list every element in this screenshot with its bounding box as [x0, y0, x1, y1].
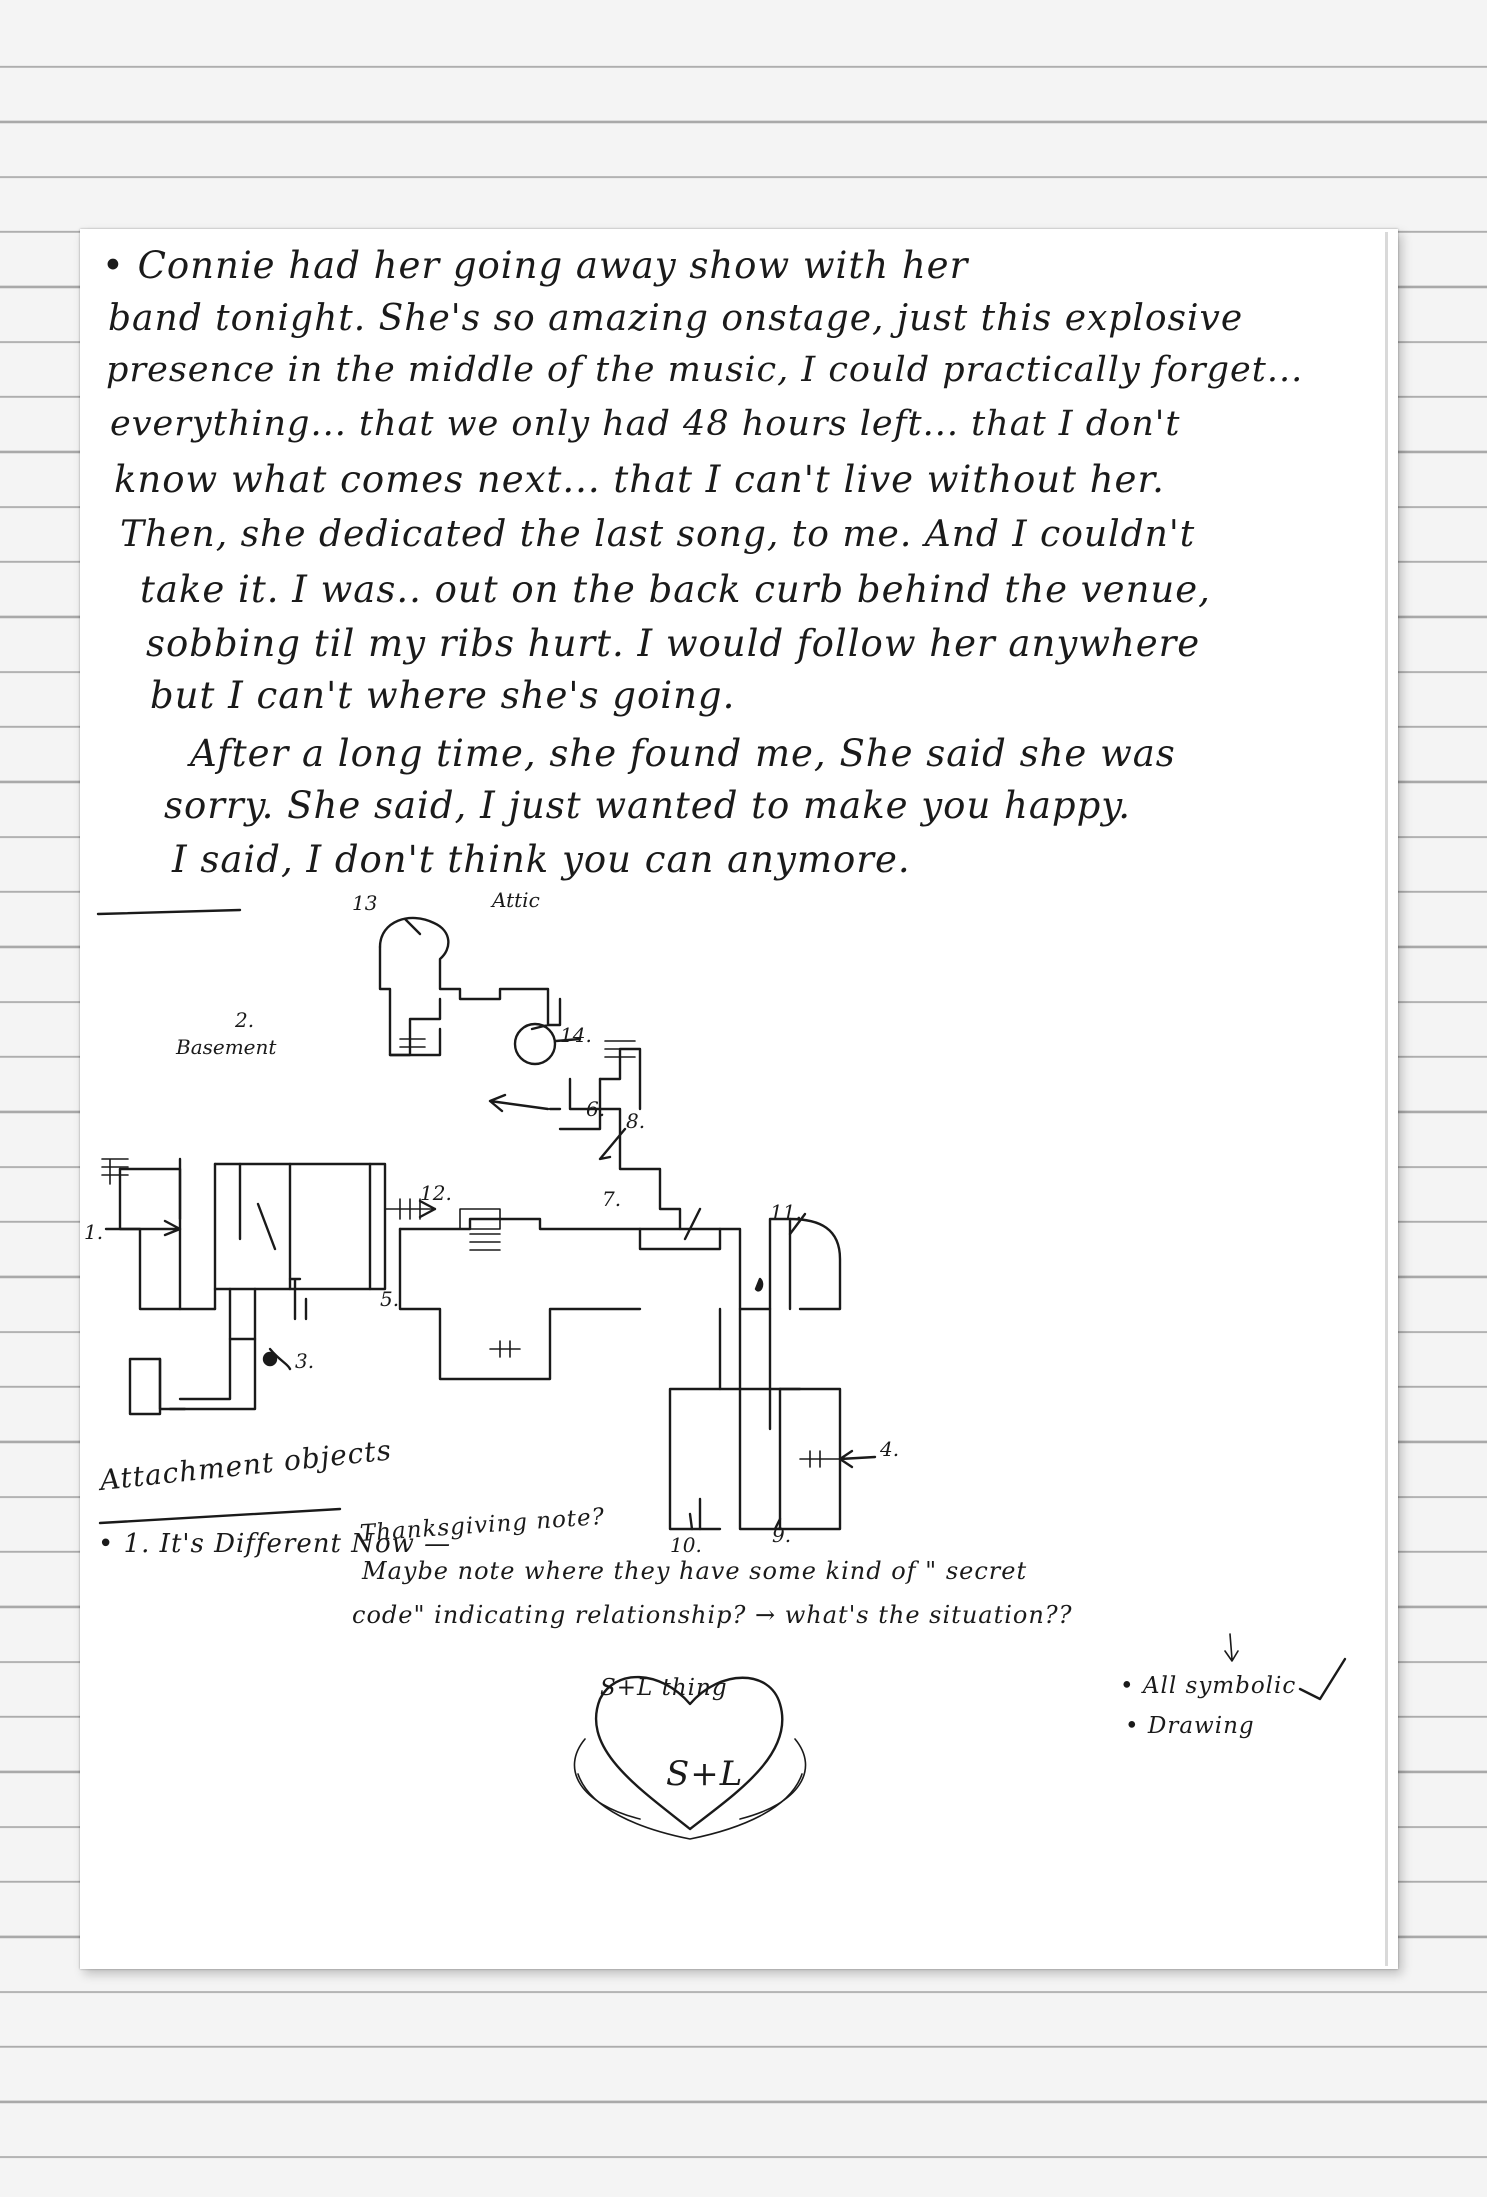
map-number: 2. [235, 1008, 255, 1032]
floor-plan-sketches [80, 229, 1398, 1969]
journal-line: sobbing til my ribs hurt. I would follow her anywhere [146, 622, 1201, 665]
heart-text: S+L [666, 1754, 744, 1794]
journal-line: but I can't where she's going. [150, 674, 736, 717]
note-line: Maybe note where they have some kind of " secret [362, 1557, 1028, 1585]
map-number: 10. [670, 1533, 702, 1557]
map-number: 14. [560, 1023, 592, 1047]
divider-line [98, 910, 240, 914]
map-number: 13 [352, 891, 378, 915]
journal-line: Then, she dedicated the last song, to me. And I couldn't [120, 514, 1196, 555]
arrow-4 [840, 1451, 875, 1467]
thanksgiving-note: Thanksgiving note? [359, 1503, 606, 1547]
handwritten-content [80, 229, 1398, 1969]
map-number: 9. [772, 1523, 792, 1547]
journal-line: • Connie had her going away show with her [102, 244, 969, 287]
map-number: 4. [880, 1437, 900, 1461]
journal-line: everything... that we only had 48 hours left... that I don't [110, 404, 1181, 444]
map-number: 12. [420, 1181, 452, 1205]
journal-line: take it. I was.. out on the back curb behind the venue, [140, 568, 1211, 611]
heading-underline [100, 1509, 340, 1523]
attic-map [380, 918, 580, 1064]
attic-label: Attic [492, 888, 540, 912]
arrow-6 [600, 1129, 625, 1159]
map-number: 7. [602, 1187, 622, 1211]
map-number: 5. [380, 1287, 400, 1311]
arrow-13 [405, 919, 420, 934]
basement-label: Basement [176, 1035, 277, 1059]
map-number: 8. [626, 1109, 646, 1133]
journal-line: band tonight. She's so amazing onstage, just this explosive [108, 298, 1244, 339]
arrow-7 [685, 1209, 700, 1239]
journal-line: I said, I don't think you can anymore. [172, 838, 911, 881]
st-thing-label: S+L thing [600, 1675, 728, 1701]
note-bullet: • Drawing [1125, 1713, 1255, 1739]
check-mark [1300, 1659, 1345, 1699]
map-number: 3. [295, 1349, 315, 1373]
attachment-objects-heading: Attachment objects [98, 1433, 394, 1497]
journal-line: know what comes next... that I can't live without her. [114, 458, 1165, 501]
journal-line: After a long time, she found me, She said she was [190, 732, 1176, 775]
journal-line: presence in the middle of the music, I could practically forget... [106, 350, 1304, 390]
note-line: code" indicating relationship? → what's the situation?? [352, 1601, 1073, 1629]
note-bullet: • All symbolic [1120, 1673, 1297, 1699]
map-number: 6. [586, 1097, 606, 1121]
arrow-2 [258, 1204, 275, 1249]
attachment-item-1: • 1. It's Different Now — [98, 1529, 452, 1559]
map-number: 1. [84, 1220, 104, 1244]
map-number: 11. [770, 1200, 802, 1224]
journal-line: sorry. She said, I just wanted to make you happy. [164, 784, 1132, 827]
